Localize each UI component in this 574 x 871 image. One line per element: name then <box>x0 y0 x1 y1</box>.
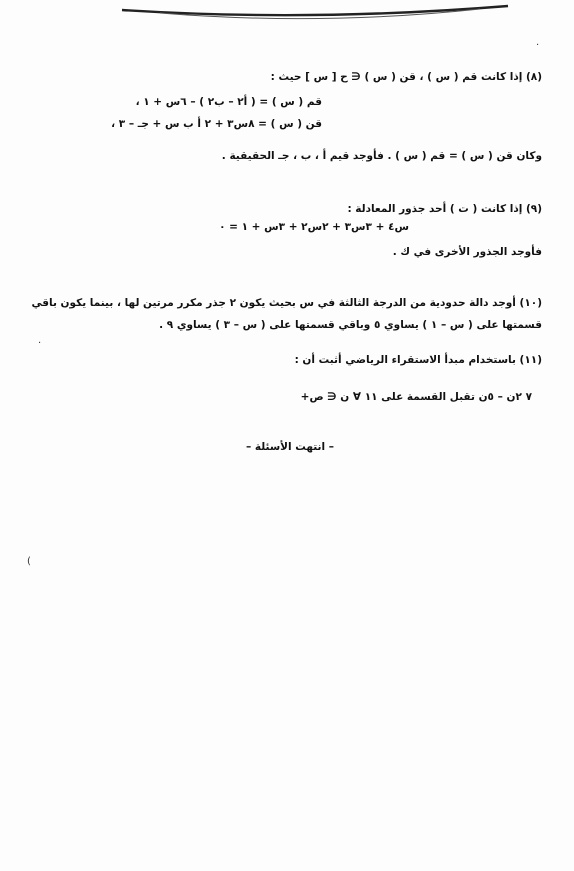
question-8-function-2: قن ( س ) = ٨س٣ + ٢ أ ب س + جـ – ٣ ، <box>111 118 322 130</box>
question-9-task: فأوجد الجذور الأخرى في ك . <box>392 246 542 258</box>
question-11-statement: ٧ ٢ن – ٥ن تقبل القسمة على ١١ ∀ ن ∈ ص+ <box>300 391 532 403</box>
scan-edge-mark <box>120 0 510 30</box>
question-8-function-1: قم ( س ) = ( أ٢ – ب٢ ) – ٦س + ١ ، <box>135 96 322 108</box>
question-10-line-2: قسمتها على ( س – ١ ) يساوي ٥ وباقي قسمتها على ( س – ٣ ) يساوي ٩ . <box>159 319 542 331</box>
scan-speck: ( <box>27 556 31 567</box>
scan-speck: · <box>536 40 540 51</box>
question-10-line-1: (١٠) أوجد دالة حدودية من الدرجة الثالثة في س بحيث يكون ٢ جذر مكرر مرتين لها ، بينما يكون باقي <box>31 297 542 309</box>
question-9-intro: (٩) إذا كانت ( ت ) أحد جذور المعادلة : <box>347 203 542 215</box>
scan-speck: · <box>38 338 42 349</box>
end-of-questions: – انتهت الأسئلة – <box>245 441 335 453</box>
question-9-equation: س٤ + ٣س٣ + ٢س٢ + ٣س + ١ = ٠ <box>219 221 409 233</box>
question-8-intro: (٨) إذا كانت قم ( س ) ، قن ( س ) ∈ ح [ س ] حيث : <box>270 71 542 83</box>
question-8-condition: وكان قن ( س ) = قم ( س ) . فأوجد قيم أ ، ب ، جـ الحقيقية . <box>221 150 542 162</box>
question-11-intro: (١١) باستخدام مبدأ الاستقراء الرياضي أثبت أن : <box>294 354 542 366</box>
